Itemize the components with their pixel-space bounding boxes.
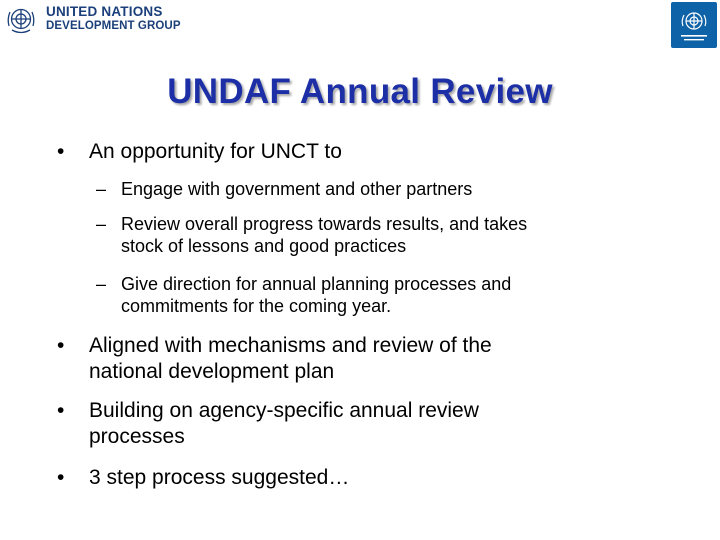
undg-logo	[4, 2, 181, 36]
bullet-text: An opportunity for UNCT to	[89, 140, 342, 163]
bullet-item	[57, 465, 350, 491]
bullet-text: 3 step process suggested…	[89, 466, 350, 489]
bullet-text-line1: Aligned with mechanisms and review of the	[89, 334, 492, 357]
bullet-marker: •	[57, 399, 65, 422]
bullet-item	[57, 333, 492, 385]
slide-title: UNDAF Annual Review	[167, 72, 553, 111]
sub-bullet-marker: –	[96, 214, 107, 234]
sub-bullet-text-line2: stock of lessons and good practices	[121, 236, 407, 256]
bullet-marker: •	[57, 466, 65, 489]
sub-bullet-marker: –	[96, 179, 107, 199]
un-logo-icon	[671, 2, 717, 48]
sub-bullet-text-line2: commitments for the coming year.	[121, 296, 392, 316]
sub-bullet-item	[96, 213, 528, 257]
sub-bullet-text-line1: Give direction for annual planning processes and	[121, 274, 512, 294]
bullet-text-line2: processes	[89, 425, 185, 448]
right-logo	[671, 2, 717, 48]
org-name-line2: DEVELOPMENT GROUP	[46, 20, 181, 32]
bullet-text-line2: national development plan	[89, 360, 335, 383]
bullet-item	[57, 139, 342, 165]
sub-bullet-text: Engage with government and other partners	[121, 179, 473, 199]
un-emblem-icon	[4, 2, 38, 36]
bullet-item	[57, 398, 479, 450]
bullet-marker: •	[57, 140, 65, 163]
sub-bullet-item	[96, 273, 512, 317]
sub-bullet-item	[96, 178, 473, 200]
bullet-marker: •	[57, 334, 65, 357]
org-name-line1: UNITED NATIONS	[46, 4, 163, 19]
undg-wordmark	[46, 5, 181, 33]
bullet-text-line1: Building on agency-specific annual review	[89, 399, 479, 422]
sub-bullet-text-line1: Review overall progress towards results, and takes	[121, 214, 528, 234]
sub-bullet-marker: –	[96, 274, 107, 294]
